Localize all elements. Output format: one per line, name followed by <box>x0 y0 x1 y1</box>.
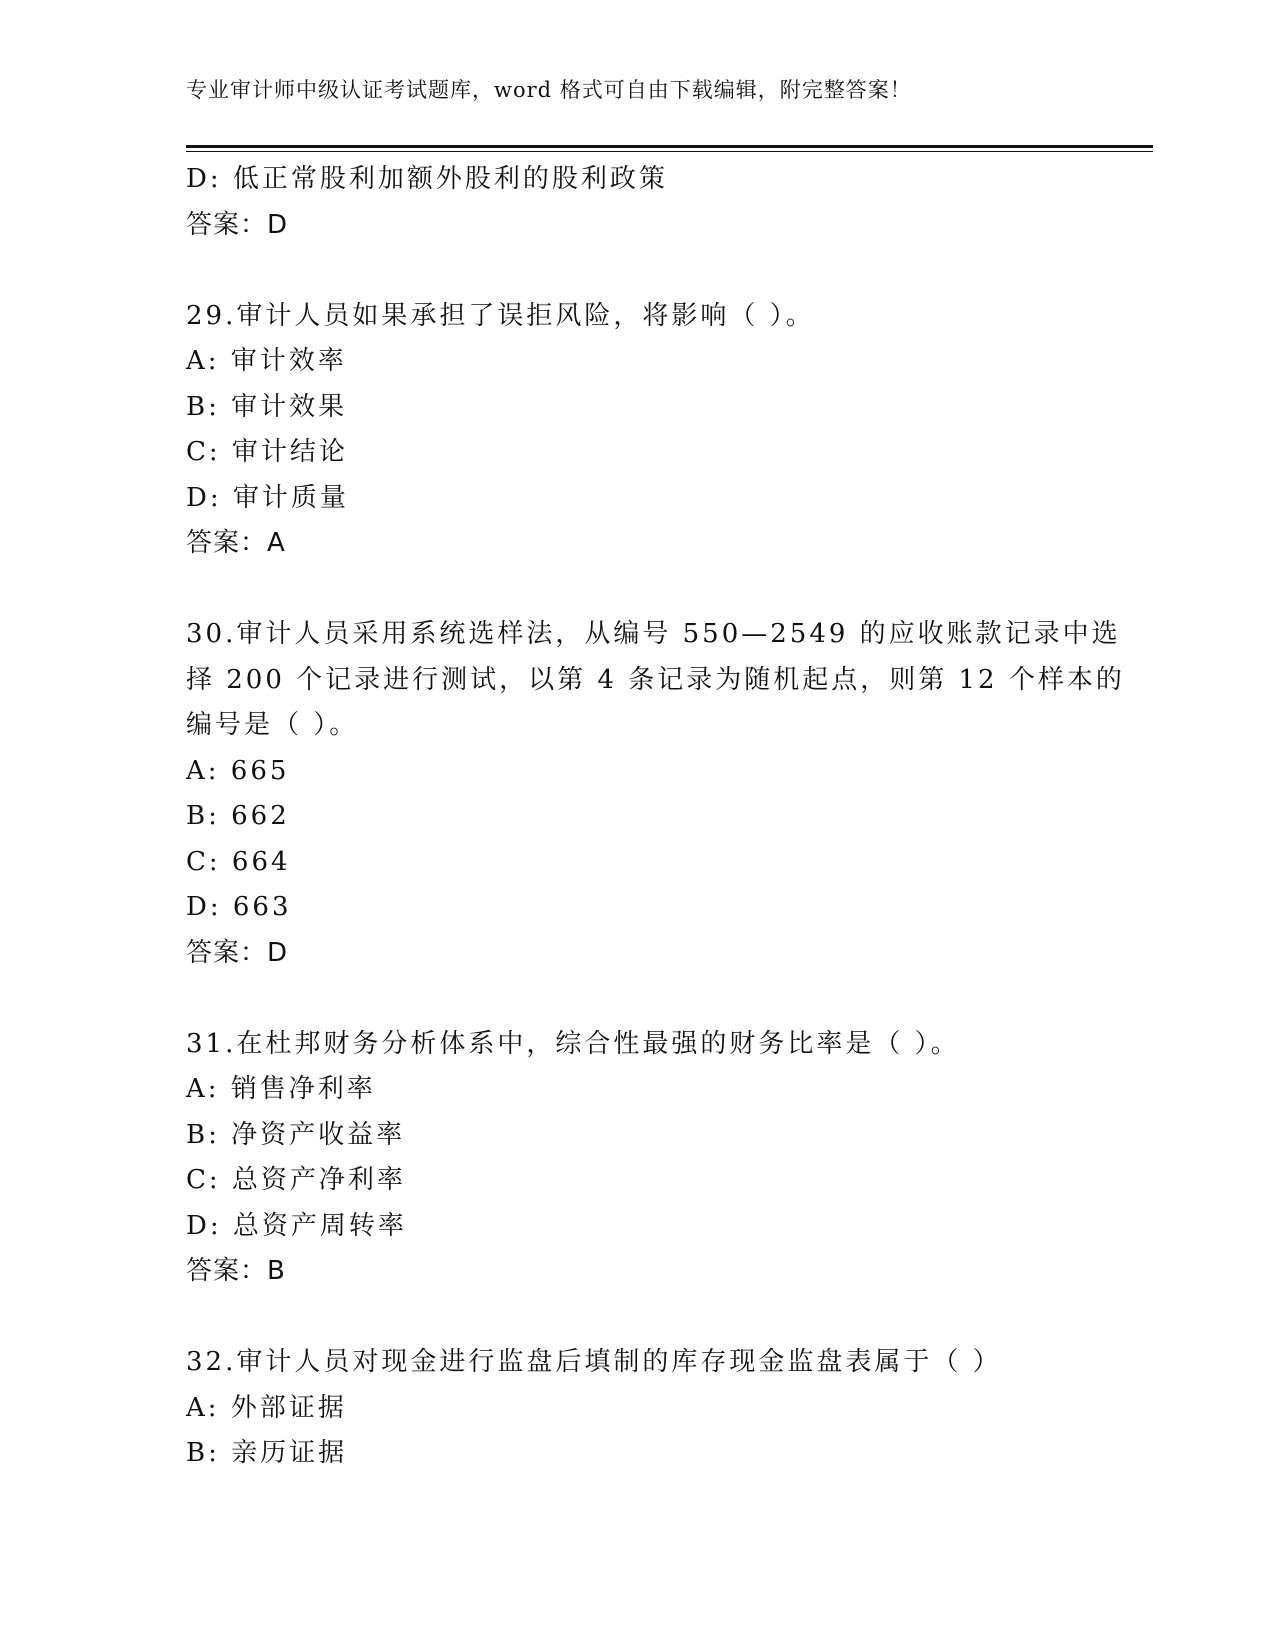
question-block-31 <box>186 1022 1086 1295</box>
question-text-line-2: 择 200 个记录进行测试，以第 4 条记录为随机起点，则第 12 个样本的 <box>186 664 1125 695</box>
option-b: B: 亲历证据 <box>186 1438 348 1468</box>
question-block-30 <box>186 612 1125 976</box>
option-d: D: 低正常股利加额外股利的股利政策 <box>186 164 668 194</box>
option-d: D: 663 <box>186 892 292 922</box>
option-b: B: 审计效果 <box>186 391 348 422</box>
question-block-29 <box>186 294 1086 567</box>
question-text: 32.审计人员对现金进行监盘后填制的库存现金监盘表属于（ ） <box>186 1347 1002 1377</box>
question-list <box>186 157 1125 1477</box>
question-text: 31.在杜邦财务分析体系中，综合性最强的财务比率是（ ）。 <box>186 1028 960 1059</box>
question-text: 29.审计人员如果承担了误拒风险，将影响（ ）。 <box>186 300 815 331</box>
option-c: C: 664 <box>186 846 291 877</box>
question-block-32 <box>186 1340 1086 1477</box>
question-block-28 <box>186 157 1086 248</box>
option-d: D: 总资产周转率 <box>186 1210 407 1241</box>
option-b: B: 662 <box>186 801 290 831</box>
answer-line: 答案：B <box>186 1256 286 1286</box>
option-d: D: 审计质量 <box>186 482 349 513</box>
page-header: 专业审计师中级认证考试题库，word 格式可自由下载编辑，附完整答案！ <box>186 78 912 102</box>
spacer <box>186 567 1086 613</box>
answer-line: 答案：A <box>186 528 286 558</box>
question-text-line-1: 30.审计人员采用系统选样法，从编号 550—2549 的应收账款记录中选 <box>186 619 1121 649</box>
answer-line: 答案：D <box>186 209 289 240</box>
spacer <box>186 1295 1086 1341</box>
option-a: A: 销售净利率 <box>186 1074 376 1104</box>
spacer <box>186 976 1086 1022</box>
header-rule-thick <box>186 145 1153 148</box>
option-a: A: 外部证据 <box>186 1392 347 1423</box>
option-c: C: 审计结论 <box>186 437 348 467</box>
header-rule-thin <box>186 151 1153 152</box>
answer-line: 答案：D <box>186 937 289 968</box>
option-b: B: 净资产收益率 <box>186 1119 406 1150</box>
option-c: C: 总资产净利率 <box>186 1165 406 1195</box>
question-text-line-3: 编号是（ ）。 <box>186 710 359 740</box>
option-a: A: 665 <box>186 755 290 786</box>
option-a: A: 审计效率 <box>186 346 347 376</box>
spacer <box>186 248 1086 294</box>
